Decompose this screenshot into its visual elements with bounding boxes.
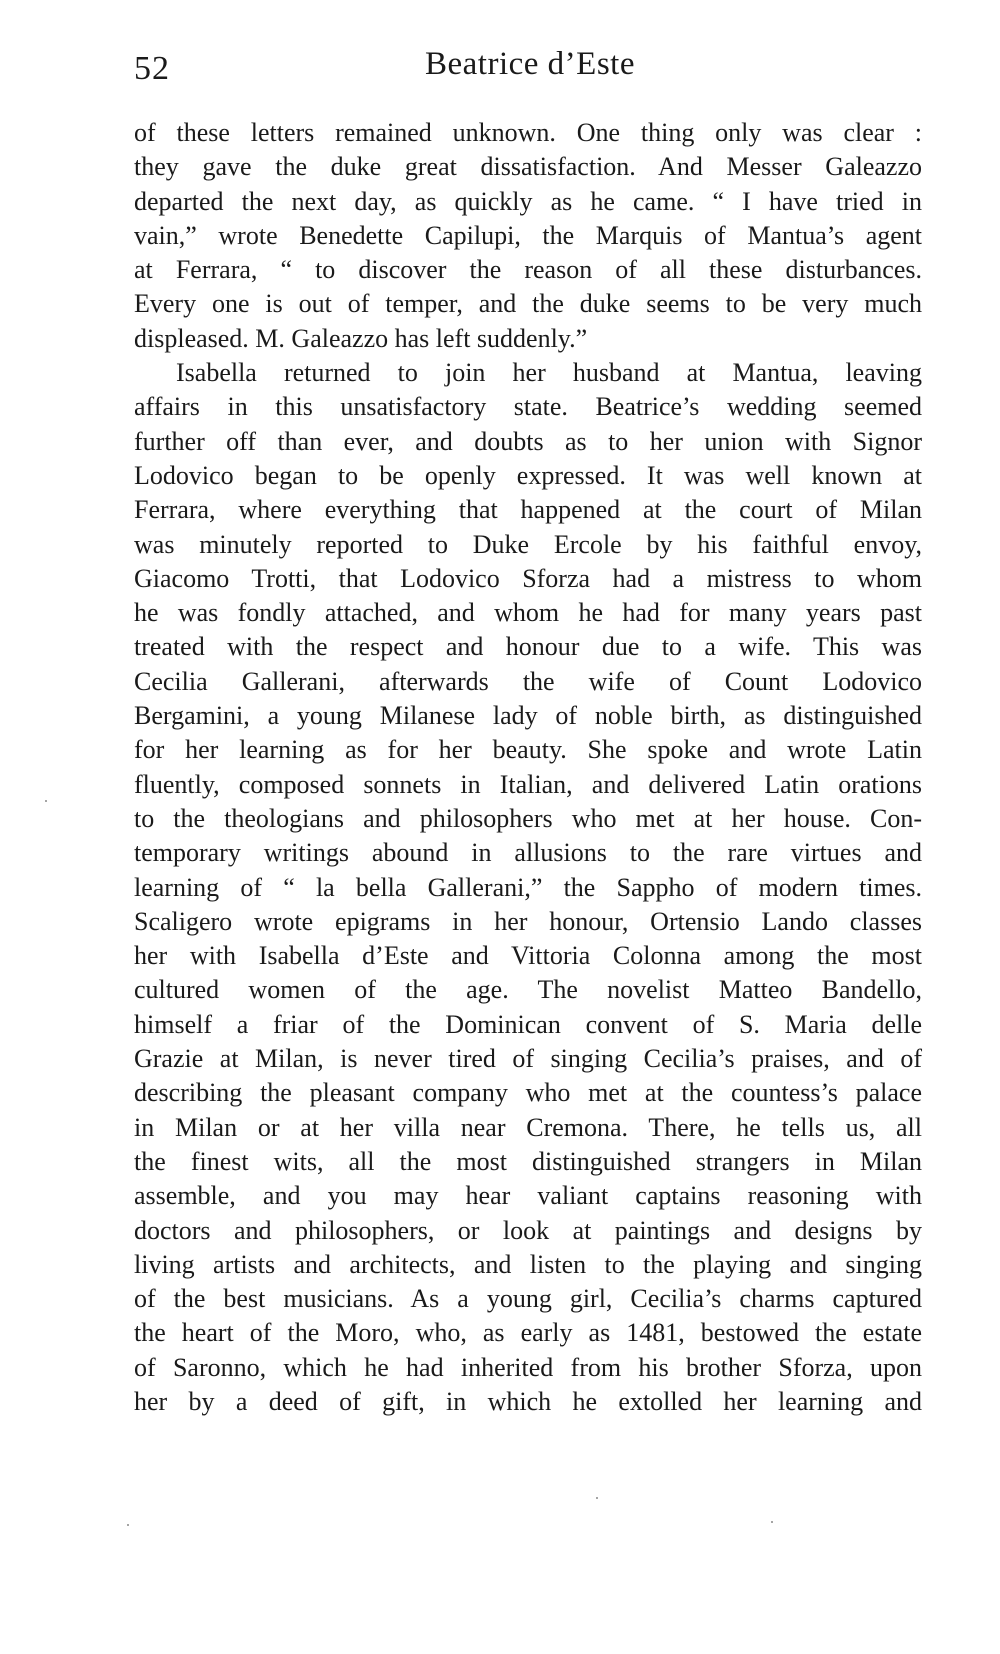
text-line: assemble, and you may hear valiant captains reasoning with (134, 1181, 922, 1211)
text-line: for her learning as for her beauty. She spoke and wrote Latin (134, 735, 922, 765)
scan-speck (127, 1524, 129, 1526)
text-line: affairs in this unsatisfactory state. Beatrice’s wedding seemed (134, 392, 922, 422)
text-line: Giacomo Trotti, that Lodovico Sforza had a mistress to whom (134, 563, 922, 593)
scan-speck (771, 1521, 773, 1523)
text-line: was minutely reported to Duke Ercole by his faithful envoy, (134, 529, 922, 559)
text-line: treated with the respect and honour due to a wife. This was (134, 632, 922, 662)
text-line: the finest wits, all the most distinguished strangers in Milan (134, 1146, 922, 1176)
text-line: Ferrara, where everything that happened at the court of Milan (134, 495, 922, 525)
text-line: vain,” wrote Benedette Capilupi, the Marquis of Mantua’s agent (134, 220, 922, 250)
text-line: Grazie at Milan, is never tired of singing Cecilia’s praises, and of (134, 1044, 922, 1074)
text-line: Lodovico began to be openly expressed. It was well known at (134, 460, 922, 490)
text-line: to the theologians and philosophers who met at her house. Con- (134, 803, 922, 833)
text-line: cultured women of the age. The novelist Matteo Bandello, (134, 975, 922, 1005)
text-line: Cecilia Gallerani, afterwards the wife of Count Lodovico (134, 666, 922, 696)
text-line: doctors and philosophers, or look at paintings and designs by (134, 1215, 922, 1245)
text-line: Isabella returned to join her husband at Mantua, leaving (176, 358, 922, 388)
text-line: of Saronno, which he had inherited from his brother Sforza, upon (134, 1352, 922, 1382)
text-line: himself a friar of the Dominican convent of S. Maria delle (134, 1009, 922, 1039)
text-line: her with Isabella d’Este and Vittoria Colonna among the most (134, 941, 922, 971)
paragraph (134, 116, 922, 356)
text-line: living artists and architects, and listen to the playing and singing (134, 1249, 922, 1279)
text-line: Scaligero wrote epigrams in her honour, Ortensio Lando classes (134, 906, 922, 936)
page-number: 52 (134, 50, 170, 87)
text-line: at Ferrara, “ to discover the reason of all these disturbances. (134, 255, 922, 285)
text-line: in Milan or at her villa near Cremona. There, he tells us, all (134, 1112, 922, 1142)
text-line: of these letters remained unknown. One thing only was clear : (134, 118, 922, 147)
text-line: he was fondly attached, and whom he had for many years past (134, 598, 922, 628)
text-line: further off than ever, and doubts as to her union with Signor (134, 426, 922, 456)
scan-speck (45, 800, 47, 802)
text-line: describing the pleasant company who met at the countess’s palace (134, 1078, 922, 1108)
page-header (134, 42, 926, 92)
text-line: temporary writings abound in allusions to the rare virtues and (134, 838, 922, 868)
text-line: her by a deed of gift, in which he extolled her learning and (134, 1386, 922, 1416)
text-line: Every one is out of temper, and the duke seems to be very much (134, 289, 922, 319)
running-head: Beatrice d’Este (425, 46, 635, 82)
text-line: learning of “ la bella Gallerani,” the Sappho of modern times. (134, 872, 922, 902)
text-line: of the best musicians. As a young girl, Cecilia’s charms captured (134, 1284, 922, 1314)
text-line: fluently, composed sonnets in Italian, and delivered Latin orations (134, 769, 922, 799)
text-line: they gave the duke great dissatisfaction. And Messer Galeazzo (134, 152, 922, 182)
paragraph (134, 356, 922, 1419)
text-line: displeased. M. Galeazzo has left suddenly.” (134, 323, 588, 353)
text-line: the heart of the Moro, who, as early as 1481, bestowed the estate (134, 1318, 922, 1348)
scan-speck (596, 1497, 598, 1499)
text-line: Bergamini, a young Milanese lady of noble birth, as distinguished (134, 701, 922, 731)
text-line: departed the next day, as quickly as he came. “ I have tried in (134, 186, 922, 216)
body-text (134, 116, 922, 1419)
